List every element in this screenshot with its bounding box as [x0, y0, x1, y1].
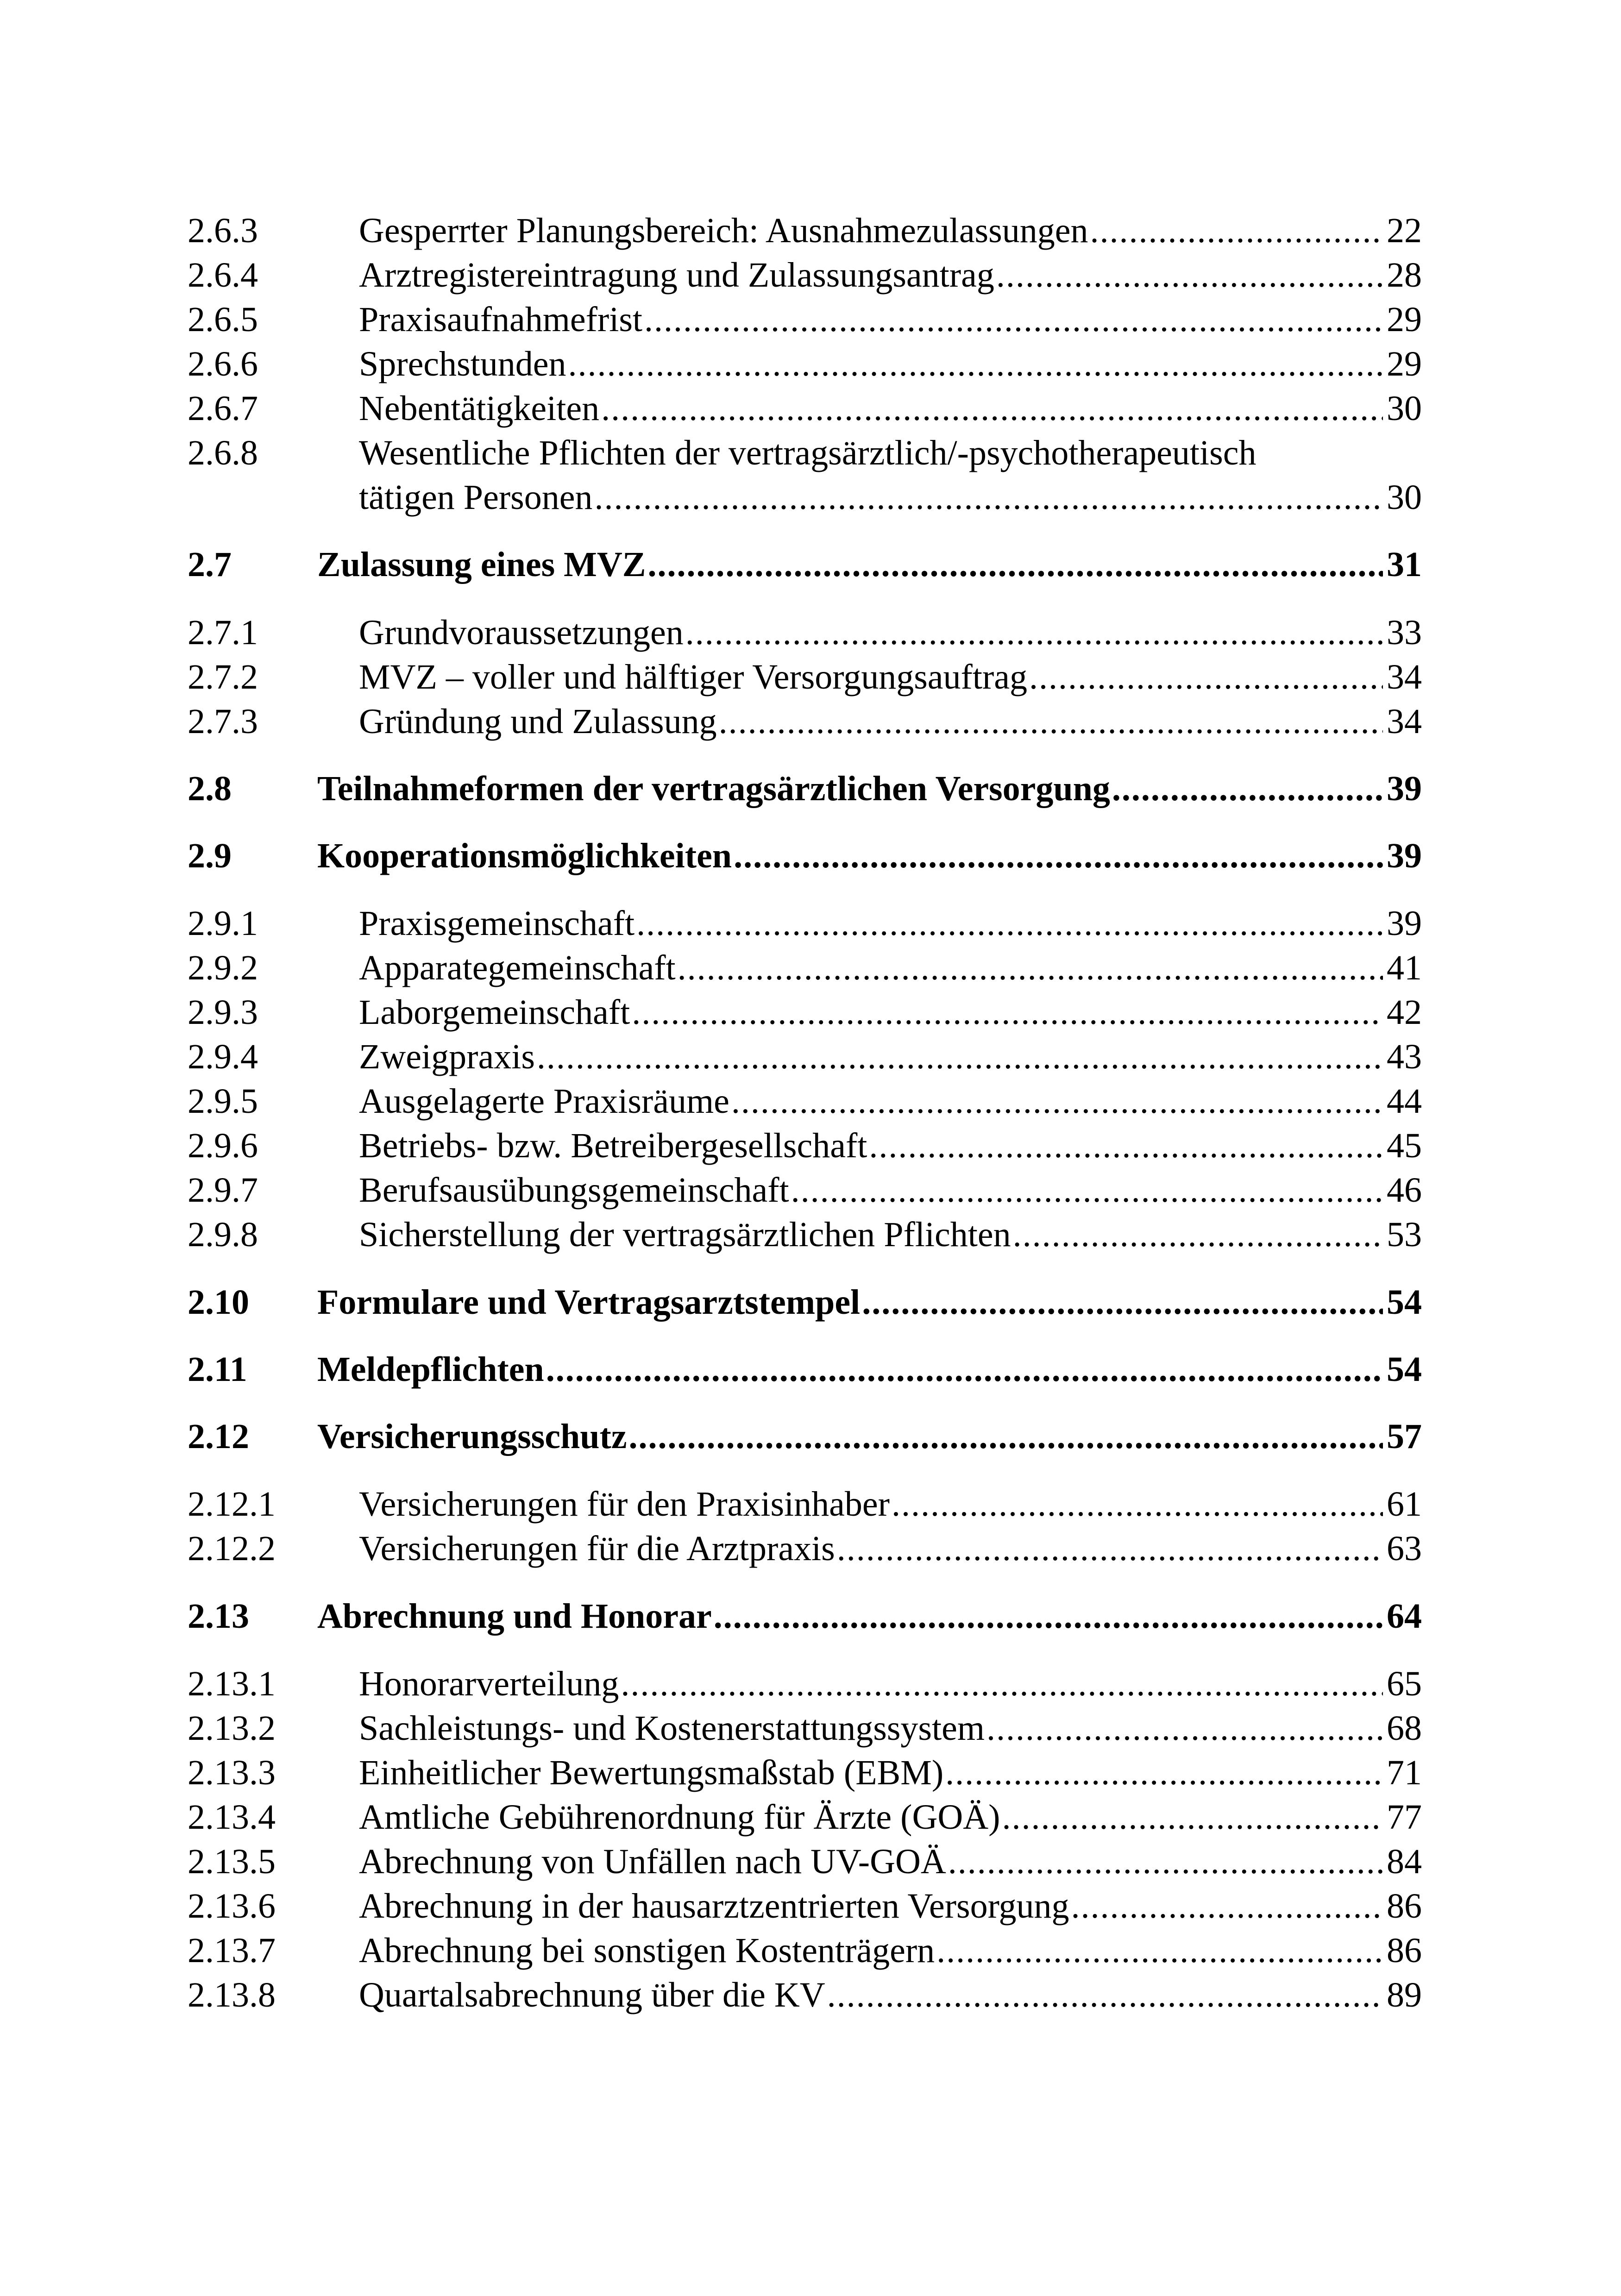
- toc-entry-title: Sachleistungs- und Kostenerstattungssystem: [359, 1709, 985, 1748]
- toc-entry-number: 2.13.8: [188, 1976, 276, 2014]
- toc-entry[interactable]: [188, 1035, 1422, 1079]
- dot-leader: [594, 475, 1383, 520]
- toc-entry-number: 2.13.4: [188, 1798, 276, 1837]
- dot-leader: [945, 1750, 1383, 1795]
- toc-entry-title: Gesperrter Planungsbereich: Ausnahmezulassungen: [359, 211, 1088, 250]
- dot-leader: [869, 1123, 1383, 1168]
- dot-leader: [1112, 766, 1383, 811]
- toc-entry[interactable]: [188, 1973, 1422, 2017]
- toc-section-entry[interactable]: [188, 1347, 1422, 1392]
- toc-entry-page: 44: [1387, 1082, 1422, 1121]
- toc-entry-number: 2.6.7: [188, 389, 258, 428]
- toc-entry-number: 2.13.3: [188, 1753, 276, 1792]
- dot-leader: [1071, 1884, 1383, 1928]
- toc-entry-page: 39: [1387, 769, 1422, 808]
- dot-leader: [714, 1594, 1383, 1638]
- toc-entry-number: 2.6.8: [188, 433, 258, 472]
- dot-leader: [648, 542, 1383, 587]
- dot-leader: [601, 386, 1383, 431]
- toc-entry-page: 57: [1387, 1417, 1422, 1456]
- toc-entry-title: Abrechnung in der hausarztzentrierten Versorgung: [359, 1887, 1069, 1926]
- toc-entry-number: 2.7.2: [188, 658, 258, 696]
- toc-entry-title: Arztregistereintragung und Zulassungsantrag: [359, 256, 994, 295]
- toc-entry-title: Zulassung eines MVZ: [317, 545, 646, 584]
- dot-leader: [1029, 655, 1383, 699]
- toc-entry-page: 86: [1387, 1887, 1422, 1926]
- toc-entry-number: 2.6.6: [188, 345, 258, 383]
- dot-leader: [537, 1035, 1383, 1079]
- dot-leader: [986, 1706, 1383, 1750]
- toc-entry[interactable]: [188, 901, 1422, 946]
- toc-entry-title: Einheitlicher Bewertungsmaßstab (EBM): [359, 1753, 944, 1792]
- toc-entry-title: Zweigpraxis: [359, 1037, 535, 1076]
- toc-entry-number: 2.8: [188, 769, 232, 808]
- toc-entry[interactable]: [188, 1526, 1422, 1571]
- toc-entry-page: 39: [1387, 904, 1422, 943]
- toc-entry-page: 61: [1387, 1485, 1422, 1524]
- toc-entry-number: 2.7.3: [188, 702, 258, 741]
- dot-leader: [678, 946, 1383, 990]
- toc-entry-page: 33: [1387, 613, 1422, 652]
- toc-entry-number: 2.13.5: [188, 1842, 276, 1881]
- toc-entry-number: 2.12.2: [188, 1529, 276, 1568]
- dot-leader: [731, 1079, 1383, 1123]
- toc-entry-page: 68: [1387, 1709, 1422, 1748]
- toc-entry-page: 28: [1387, 256, 1422, 295]
- toc-entry[interactable]: [188, 946, 1422, 990]
- toc-entry[interactable]: [188, 1079, 1422, 1123]
- toc-entry-page: 53: [1387, 1215, 1422, 1254]
- toc-entry[interactable]: [188, 990, 1422, 1035]
- toc-entry-page: 89: [1387, 1976, 1422, 2014]
- toc-entry-page: 63: [1387, 1529, 1422, 1568]
- toc-entry[interactable]: [188, 431, 1422, 520]
- dot-leader: [1002, 1795, 1383, 1839]
- toc-entry-number: 2.6.3: [188, 211, 258, 250]
- toc-section-entry[interactable]: [188, 834, 1422, 878]
- toc-entry[interactable]: [188, 342, 1422, 386]
- toc-entry[interactable]: [188, 1928, 1422, 1973]
- toc-entry-number: 2.9.3: [188, 993, 258, 1032]
- toc-entry-number: 2.7.1: [188, 613, 258, 652]
- dot-leader: [644, 297, 1383, 342]
- toc-entry-title: Amtliche Gebührenordnung für Ärzte (GOÄ): [359, 1798, 1000, 1837]
- dot-leader: [948, 1839, 1383, 1884]
- toc-entry-number: 2.9.6: [188, 1126, 258, 1165]
- toc-entry-page: 54: [1387, 1283, 1422, 1322]
- toc-entry-page: 84: [1387, 1842, 1422, 1881]
- toc-entry-page: 41: [1387, 948, 1422, 987]
- toc-entry-title: Versicherungen für den Praxisinhaber: [359, 1485, 890, 1524]
- dot-leader: [936, 1928, 1383, 1973]
- toc-entry-title: Abrechnung und Honorar: [317, 1597, 712, 1636]
- toc-entry-title: Quartalsabrechnung über die KV: [359, 1976, 825, 2014]
- dot-leader: [636, 901, 1383, 946]
- toc-entry-title: Kooperationsmöglichkeiten: [317, 836, 732, 875]
- toc-entry-page: 30: [1387, 389, 1422, 428]
- toc-entry-title: Formulare und Vertragsarztstempel: [317, 1283, 861, 1322]
- toc-entry-title: Meldepflichten: [317, 1350, 544, 1389]
- toc-entry-number: 2.13.7: [188, 1931, 276, 1970]
- toc-entry-title: Praxisgemeinschaft: [359, 904, 635, 943]
- toc-entry-title: Apparategemeinschaft: [359, 948, 676, 987]
- toc-entry[interactable]: [188, 1884, 1422, 1928]
- toc-entry-title: Abrechnung bei sonstigen Kostenträgern: [359, 1931, 935, 1970]
- toc-entry-number: 2.6.5: [188, 300, 258, 339]
- toc-entry-number: 2.9.5: [188, 1082, 258, 1121]
- toc-entry-page: 54: [1387, 1350, 1422, 1389]
- toc-entry-title: Sicherstellung der vertragsärztlichen Pflichten: [359, 1215, 1011, 1254]
- toc-entry-page: 22: [1387, 211, 1422, 250]
- toc-entry[interactable]: [188, 1168, 1422, 1212]
- toc-entry-number: 2.12: [188, 1417, 249, 1456]
- toc-entry-page: 29: [1387, 300, 1422, 339]
- toc-section-entry[interactable]: [188, 1414, 1422, 1459]
- toc-entry-number: 2.6.4: [188, 256, 258, 295]
- toc-entry-page: 42: [1387, 993, 1422, 1032]
- toc-entry-number: 2.9.1: [188, 904, 258, 943]
- toc-entry-number: 2.10: [188, 1283, 249, 1322]
- toc-entry[interactable]: [188, 208, 1422, 253]
- dot-leader: [629, 1414, 1383, 1459]
- dot-leader: [734, 834, 1383, 878]
- toc-entry-title: Versicherungen für die Arztpraxis: [359, 1529, 835, 1568]
- toc-section-entry[interactable]: [188, 1280, 1422, 1324]
- toc-entry-title: Teilnahmeformen der vertragsärztlichen Versorgung: [317, 769, 1110, 808]
- dot-leader: [719, 699, 1383, 744]
- toc-entry[interactable]: [188, 1795, 1422, 1839]
- dot-leader: [685, 610, 1383, 655]
- toc-entry[interactable]: [188, 253, 1422, 297]
- dot-leader: [996, 253, 1383, 297]
- dot-leader: [791, 1168, 1383, 1212]
- toc-entry[interactable]: [188, 655, 1422, 699]
- toc-section-entry[interactable]: [188, 766, 1422, 811]
- toc-entry-title: Nebentätigkeiten: [359, 389, 600, 428]
- toc-entry-number: 2.12.1: [188, 1485, 276, 1524]
- toc-entry[interactable]: [188, 297, 1422, 342]
- toc-entry-number: 2.11: [188, 1350, 247, 1389]
- toc-entry-title: Gründung und Zulassung: [359, 702, 717, 741]
- toc-section-entry[interactable]: [188, 542, 1422, 587]
- toc-entry[interactable]: [188, 1662, 1422, 1706]
- toc-entry-page: 46: [1387, 1171, 1422, 1210]
- toc-entry-page: 39: [1387, 836, 1422, 875]
- dot-leader: [1013, 1212, 1383, 1257]
- toc-entry-title: Sprechstunden: [359, 345, 566, 383]
- toc-entry-title: Honorarverteilung: [359, 1664, 619, 1703]
- toc-entry-page: 34: [1387, 702, 1422, 741]
- toc-entry-page: 71: [1387, 1753, 1422, 1792]
- toc-entry-title: MVZ – voller und hälftiger Versorgungsauftrag: [359, 658, 1027, 696]
- toc-entry-title: Versicherungsschutz: [317, 1417, 627, 1456]
- dot-leader: [837, 1526, 1383, 1571]
- toc-entry[interactable]: [188, 1482, 1422, 1526]
- toc-section-entry[interactable]: [188, 1594, 1422, 1638]
- toc-entry-title: Grundvoraussetzungen: [359, 613, 684, 652]
- toc-entry[interactable]: [188, 1212, 1422, 1257]
- dot-leader: [621, 1662, 1383, 1706]
- toc-entry-number: 2.9.2: [188, 948, 258, 987]
- toc-entry-page: 64: [1387, 1597, 1422, 1636]
- toc-entry-title: Betriebs- bzw. Betreibergesellschaft: [359, 1126, 867, 1165]
- toc-entry-page: 43: [1387, 1037, 1422, 1076]
- toc-entry-page: 65: [1387, 1664, 1422, 1703]
- toc-entry-number: 2.13.1: [188, 1664, 276, 1703]
- toc-entry[interactable]: [188, 1123, 1422, 1168]
- toc-entry-number: 2.9.8: [188, 1215, 258, 1254]
- dot-leader: [546, 1347, 1383, 1392]
- toc-entry-number: 2.13.2: [188, 1709, 276, 1748]
- toc-entry[interactable]: [188, 386, 1422, 431]
- dot-leader: [827, 1973, 1383, 2017]
- toc-entry-page: 34: [1387, 658, 1422, 696]
- toc-entry-page: 86: [1387, 1931, 1422, 1970]
- toc-entry-title: Laborgemeinschaft: [359, 993, 630, 1032]
- toc-entry-title: Praxisaufnahmefrist: [359, 300, 643, 339]
- toc-entry-page: 30: [1387, 478, 1422, 517]
- toc-entry[interactable]: [188, 1706, 1422, 1750]
- toc-entry-page: 77: [1387, 1798, 1422, 1837]
- toc-entry-page: 45: [1387, 1126, 1422, 1165]
- toc-entry-number: 2.9: [188, 836, 232, 875]
- toc-entry[interactable]: [188, 1750, 1422, 1795]
- toc-entry-page: 31: [1387, 545, 1422, 584]
- toc-entry[interactable]: [188, 610, 1422, 655]
- toc-entry-title: Berufsausübungsgemeinschaft: [359, 1171, 789, 1210]
- dot-leader: [568, 342, 1383, 386]
- toc-entry-number: 2.13: [188, 1597, 249, 1636]
- toc-entry-number: 2.9.4: [188, 1037, 258, 1076]
- dot-leader: [862, 1280, 1383, 1324]
- toc-entry-number: 2.7: [188, 545, 232, 584]
- dot-leader: [892, 1482, 1383, 1526]
- toc-entry-title: Ausgelagerte Praxisräume: [359, 1082, 729, 1121]
- dot-leader: [632, 990, 1383, 1035]
- toc-entry-page: 29: [1387, 345, 1422, 383]
- toc-entry[interactable]: [188, 699, 1422, 744]
- toc-entry-title-line1: Wesentliche Pflichten der vertragsärztlich/-psychotherapeutisch: [359, 433, 1257, 472]
- toc-entry[interactable]: [188, 1839, 1422, 1884]
- toc-entry-number: 2.13.6: [188, 1887, 276, 1926]
- toc-entry-title: tätigen Personen: [359, 478, 593, 517]
- dot-leader: [1090, 208, 1383, 253]
- toc-entry-title: Abrechnung von Unfällen nach UV-GOÄ: [359, 1842, 946, 1881]
- toc-entry-number: 2.9.7: [188, 1171, 258, 1210]
